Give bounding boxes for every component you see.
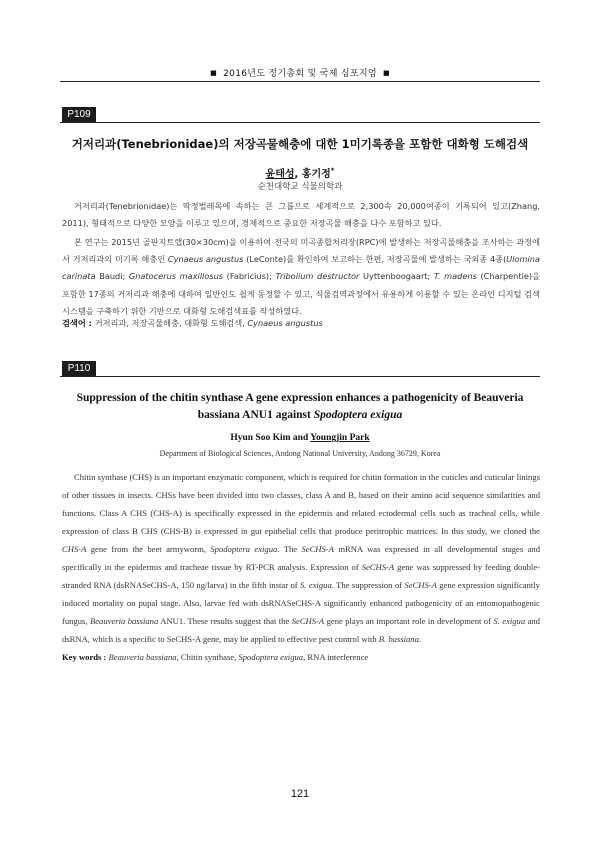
- gene-name: SeCHS-A: [291, 616, 325, 626]
- keywords-label: 검색어 :: [62, 318, 95, 328]
- species-name: Ulomina carinata: [62, 254, 541, 282]
- abstract-title: [60, 390, 540, 424]
- gene-name: CHS-A: [62, 544, 87, 554]
- page-number: 121: [290, 788, 310, 800]
- author-separator: and: [290, 433, 311, 443]
- paragraph-text: (Fabricius);: [223, 271, 276, 282]
- species-name: Gnatocerus maxillosus: [128, 271, 224, 282]
- keywords-species: Cynaeus angustus: [247, 318, 323, 328]
- gene-name: SeCHS-A: [301, 544, 334, 554]
- keywords-species: Beauveria bassiana: [108, 652, 177, 662]
- abstract-id-badge: P109: [62, 107, 96, 122]
- paragraph-text: 본 연구는 2015년 골판지트랩(30×30cm)을 이용하여 전국의 미곡종합처리장(RPC)에 발생하는 저장곡물해충을 조사하는 과정에서 거저리과의 미기록 해충인: [62, 237, 540, 265]
- corresponding-author: 홍기정: [301, 169, 331, 180]
- species-name: Beauveria bassiana: [89, 616, 159, 626]
- species-name: S. exigua: [493, 616, 526, 626]
- section-rule: [60, 122, 540, 123]
- abstract-id-badge: P110: [62, 361, 96, 376]
- paragraph-text: Chitin synthase (CHS) is an important enzymatic component, which is required for chitin formation in the cuticles and cuticular linings of other tissues in insects. CHSs have been divided into two classes, class A and B, based on their amino acid sequence similarities and functions. Class A CHS (CHS-A) is specifically expressed in the epidermis and related ectodermal cells such as tracheal cells, while expression of class B CHS (CHS-B) is expressed in gut epithelial cells that produce peritrophic matrices. In this study, we cloned the: [62, 472, 540, 536]
- title-line: Suppression of the chitin synthase A gene expression enhances a pathogenicity of Beauveria: [76, 392, 524, 404]
- paragraph-text: ANU1. These results suggest that the: [158, 616, 292, 626]
- paragraph-text: gene from the beet armyworm,: [86, 544, 211, 554]
- title-line: bassiana ANU1 against: [197, 409, 314, 421]
- header-rule: [60, 81, 540, 82]
- presenting-author: 윤태성: [265, 169, 295, 180]
- keywords-text: , Chitin synthase,: [176, 652, 239, 662]
- title-species: Spodoptera exigua: [313, 409, 403, 421]
- paragraph-text: 거저리과(Tenebrionidae)는 딱정벌레목에 속하는 큰 그룹으로 세계적으로 2,300속 20,000여종이 기록되어 있고(Zhang, 2011), 형태적으로 다양한 모양을 이루고 있으며, 경제적으로 중요한 저장곡물 해충을 다수 포함하고 있다.: [62, 201, 540, 228]
- paragraph-text: (Charpentie)을 포함한 17종의 거저리과 해충에 대하여 일반인도 쉽게 동정할 수 있고, 식물검역과정에서 유용하게 이용할 수 있는 온라인 디지털 검색 시스템을 구축하기 위한 기반으로 대화형 도해검색표를 작성하였다.: [62, 271, 540, 316]
- paragraph-text: gene was suppressed by feeding double-stranded RNA (dsRNASeCHS-A, 150 ng/larva) in the fifth instar of: [62, 562, 540, 590]
- keywords-label: Key words :: [62, 652, 109, 662]
- affiliation: Department of Biological Sciences, Andong National University, Andong 36729, Korea: [159, 449, 441, 458]
- author-name: Hyun Soo Kim: [230, 433, 291, 443]
- paragraph-text: mRNA was expressed in all developmental stages and specifically in the epidermis and tracheae tissue by RT-PCR analysis. Expression of: [62, 544, 540, 572]
- abstract-paragraph: [62, 234, 540, 320]
- paragraph-text: Uyttenboogaart;: [359, 271, 434, 282]
- species-name: Cynaeus angustus: [167, 254, 244, 265]
- presenting-author: Youngjin Park: [310, 433, 370, 443]
- paragraph-text: and dsRNA, which is a specific to SeCHS-A gene, may be applied to effective pest control with: [62, 616, 540, 644]
- species-name: B. bassiana: [378, 634, 419, 644]
- abstract-title: 거저리과(Tenebrionidae)의 저장곡물해충에 대한 1미기록종을 포함한 대화형 도해검색: [71, 137, 529, 151]
- gene-name: SeCHS-A: [404, 580, 437, 590]
- square-bullet-icon: ■: [383, 69, 390, 77]
- paragraph-text: . The suppression of: [331, 580, 405, 590]
- abstract-paragraph: [62, 198, 540, 232]
- keywords-species: Spodoptera exigua: [238, 652, 304, 662]
- running-header: [0, 66, 600, 79]
- species-name: Spodoptera exigua: [210, 544, 278, 554]
- affiliation: 순천대학교 식물의학과: [257, 182, 343, 192]
- corresponding-mark: *: [330, 166, 335, 175]
- abstract-paragraph: [62, 468, 540, 648]
- paragraph-text: . The: [277, 544, 302, 554]
- square-bullet-icon: ■: [210, 69, 217, 77]
- keywords: [62, 318, 540, 329]
- author-separator: ,: [294, 169, 302, 180]
- gene-name: SeCHS-A: [361, 562, 395, 572]
- paragraph-text: (LeConte)를 확인하여 보고하는 한편, 저장곡물에 발생하는 국외종 4종(: [243, 254, 507, 265]
- paragraph-text: gene plays an important role in development of: [324, 616, 494, 626]
- section-rule: [60, 376, 540, 377]
- paragraph-text: gene expression significantly induced mortality on pupal stage. Also, larvae fed with dsRNASeCHS-A significantly enhanced pathogenicity of an entomopathogenic fungus,: [62, 580, 540, 626]
- author-list: [60, 165, 540, 180]
- species-name: S. exigua: [300, 580, 332, 590]
- species-name: Tribolium destructor: [275, 271, 360, 282]
- running-header-text: 2016년도 정기총회 및 국제 심포지엄: [223, 69, 377, 79]
- species-name: T. madens: [433, 271, 477, 282]
- keywords: [62, 652, 540, 662]
- paragraph-text: .: [418, 634, 422, 644]
- author-list: [60, 433, 540, 443]
- keywords-text: , RNA interference: [303, 652, 369, 662]
- keywords-text: 거저리과, 저장곡물해충, 대화형 도해검색,: [94, 318, 248, 328]
- paragraph-text: Baudi;: [95, 271, 129, 282]
